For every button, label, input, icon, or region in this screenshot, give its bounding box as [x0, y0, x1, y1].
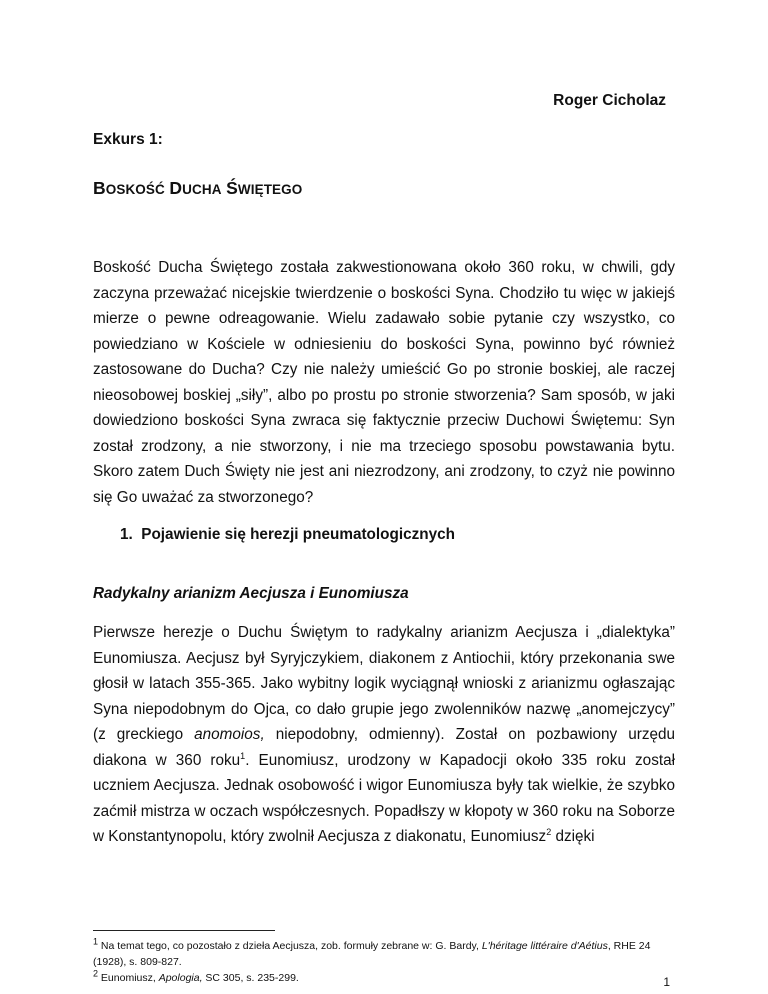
footnote-ref-2[interactable]: 2: [546, 826, 552, 837]
author-name: Roger Cicholaz: [553, 92, 666, 109]
body-paragraph: [93, 620, 675, 850]
footnote-1: [93, 938, 675, 970]
footnotes: [93, 938, 675, 986]
subsection-heading: Radykalny arianizm Aecjusza i Eunomiusza: [93, 585, 409, 602]
footnote-separator: [93, 930, 275, 931]
footnote-text: SC 305, s. 235-299.: [202, 972, 299, 984]
footnote-title: Apologia,: [158, 972, 203, 984]
footnote-title: L'héritage littéraire d'Aétius: [481, 940, 608, 952]
footnote-ref-1[interactable]: 1: [240, 750, 246, 761]
title-small-caps: UCHA: [182, 182, 222, 197]
title-small-caps: WIĘTEGO: [237, 182, 303, 197]
footnote-2: [93, 970, 675, 986]
exkurs-label: Exkurs 1:: [93, 131, 163, 148]
paragraph-text: Pierwsze herezje o Duchu Świętym to radykalny arianizm Aecjusza i „dialektyka” Eunomiusza. Aecjusz był Syryjczykiem, diakonem z Antiochii, który przekonania swe głosił w latach 355-365. Jako wybitny logik wyciągnął wnioski z arianizmu ogłaszając Syna niepodobnym do Ojca, co dało grupie jego zwolenników nazwę „anomejczycy” (z greckiego: [93, 624, 675, 743]
greek-term: anomoios,: [194, 726, 265, 743]
paragraph-text: niepodobny, odmienny). Został on pozbawiony urzędu diakona w 360 roku: [93, 726, 675, 769]
footnote-text: , RHE 24 (1928), s. 809-827.: [93, 940, 651, 968]
footnote-number: 2: [93, 968, 99, 979]
title-small-caps: OSKOŚĆ: [105, 182, 165, 197]
section-title: Pojawienie się herezji pneumatologicznych: [141, 526, 455, 543]
title-initial: Ś: [226, 178, 238, 198]
footnote-text: Na temat tego, co pozostało z dzieła Aecjusza, zob. formuły zebrane w: G. Bardy,: [98, 940, 482, 952]
page-number: 1: [663, 975, 670, 989]
paragraph-text: . Eunomiusz, urodzony w Kapadocji około 335 roku został uczniem Aecjusza. Jednak osobowość i wigor Eunomiusza były tak wielkie, że szybko zaćmił mistrza w oczach współczesnych. Popadłszy w kłopoty w 360 roku na Soborze w Konstantynopolu, który zwolnił Aecjusza z diakonatu, Eunomiusz: [93, 751, 675, 845]
intro-paragraph: Boskość Ducha Świętego została zakwestionowana około 360 roku, w chwili, gdy zaczyna przeważać nicejskie twierdzenie o boskości Syna. Chodziło tu więc w jakiejś mierze o pewne odreagowanie. Wielu zadawało sobie pytanie czy wszystko, co powiedziano w Kościele w odniesieniu do boskości Syna, powinno być również zastosowane do Ducha? Czy nie należy umieścić Go po stronie boskiej, ale raczej nieosobowej boskiej „siły”, albo po prostu po stronie stworzenia? Sam sposób, w jaki dowiedziono boskości Syna zwraca się faktycznie przeciw Duchowi Świętemu: Syn został zrodzony, a nie stworzony, i nie ma trzeciego sposobu powstawania bytu. Skoro zatem Duch Święty nie jest ani niezrodzony, ani zrodzony, to czyż nie powinno się Go uważać za stworzonego?: [93, 259, 675, 506]
title-initial: B: [93, 178, 106, 198]
section-heading: [120, 526, 455, 544]
footnote-text: Eunomiusz,: [98, 972, 159, 984]
title-initial: D: [169, 178, 183, 198]
paragraph-text: dzięki: [551, 828, 595, 845]
chapter-title: [93, 178, 302, 199]
section-number: 1.: [120, 526, 133, 543]
footnote-number: 1: [93, 936, 99, 947]
